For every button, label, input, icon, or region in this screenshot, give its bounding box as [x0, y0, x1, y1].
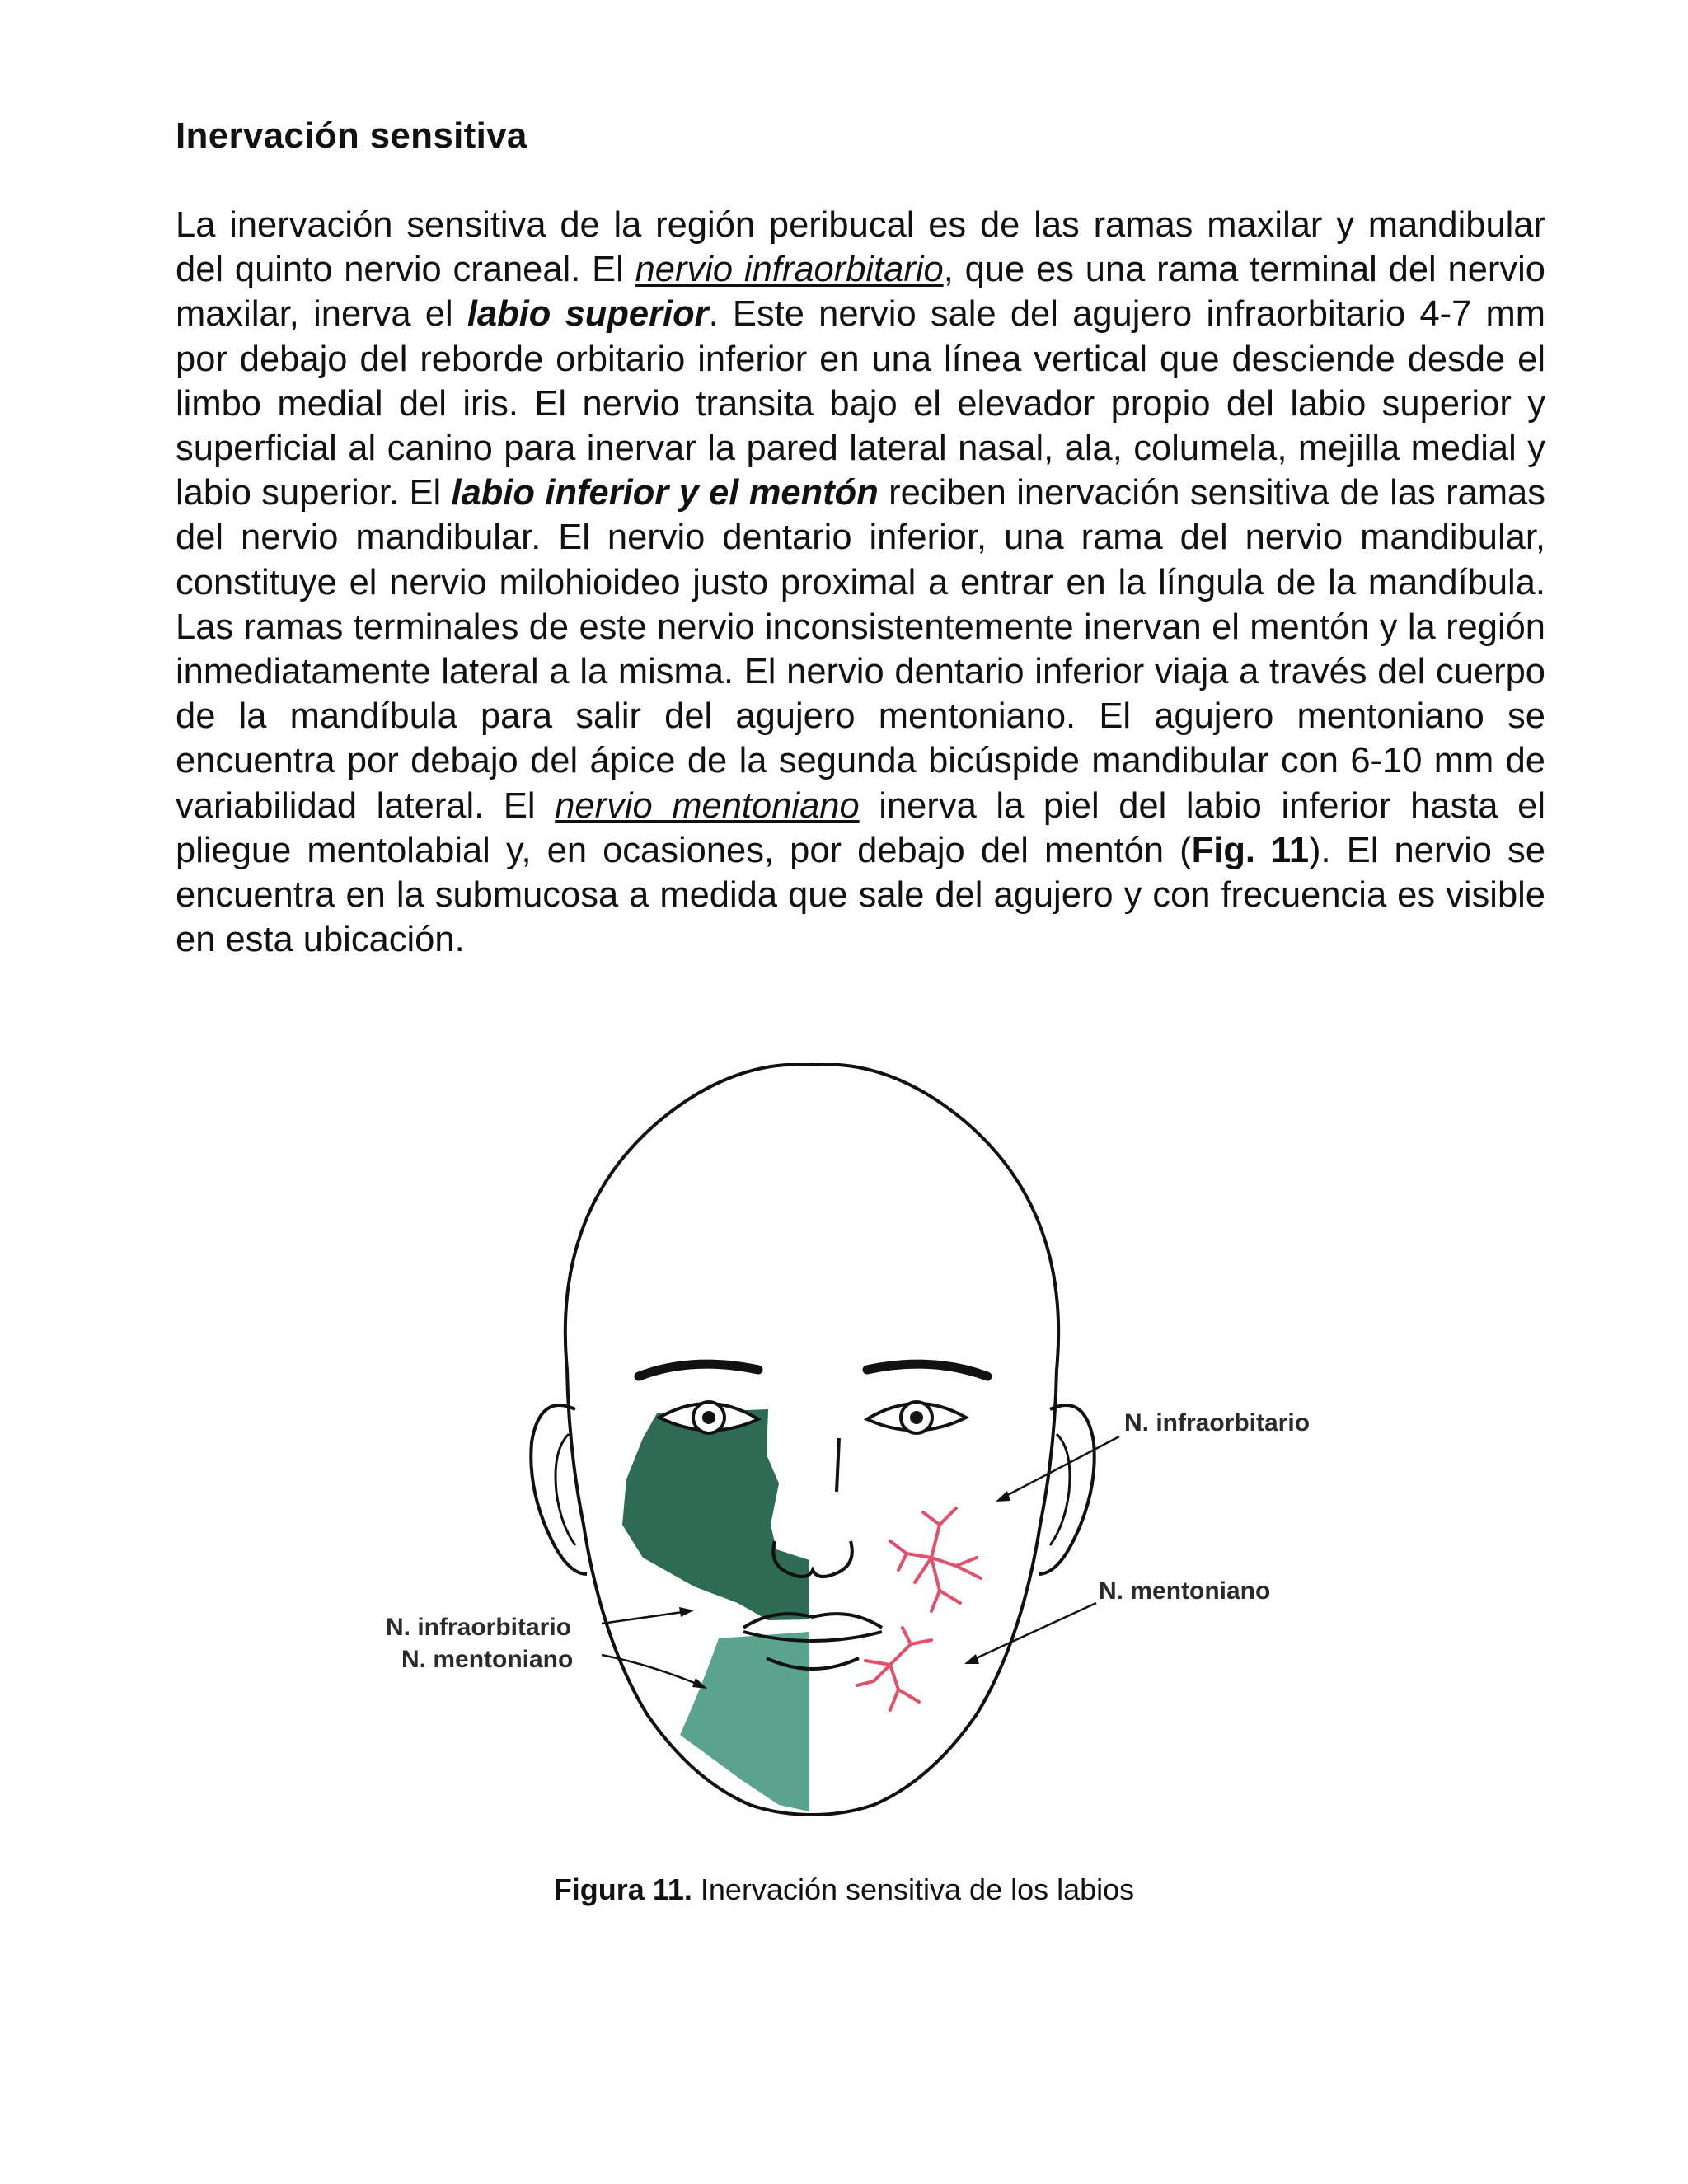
- caption-text: Inervación sensitiva de los labios: [692, 1872, 1135, 1906]
- figure-reference: Fig. 11: [1191, 830, 1310, 870]
- label-right-mental: N. mentoniano: [1099, 1577, 1271, 1605]
- mental-zone: [680, 1632, 809, 1811]
- body-paragraph: [176, 203, 1545, 962]
- label-left-infraorbital: N. infraorbitario: [386, 1614, 572, 1641]
- emphasis-labio-inferior-menton: labio inferior y el mentón: [451, 473, 879, 513]
- text-run: ). El nervio se encuentra en la submucosa a medida que sale del agujero y con frecuencia es visible en esta ubicación.: [176, 830, 1545, 960]
- label-left-mental: N. mentoniano: [401, 1646, 574, 1673]
- mental-nerve-branches: [857, 1628, 931, 1710]
- infraorbital-zone: [622, 1409, 809, 1620]
- eyebrow-left: [639, 1364, 758, 1376]
- section-heading: Inervación sensitiva: [176, 115, 528, 156]
- text-run: inerva la piel del labio inferior hasta el pliegue mentolabial y, en ocasiones, por debajo del mentón (: [176, 785, 1545, 870]
- head-outline: [565, 1064, 1058, 1815]
- term-nervio-infraorbitario: nervio infraorbitario: [635, 250, 944, 290]
- nose-bridge: [837, 1438, 839, 1492]
- emphasis-labio-superior: labio superior: [467, 294, 709, 335]
- face-innervation-figure: [363, 1063, 1385, 1838]
- text-run: La inervación sensitiva de la región peribucal es de las ramas maxilar y mandibular del quinto nervio craneal. El: [176, 205, 1545, 290]
- pupil-right: [910, 1411, 923, 1424]
- pupil-left: [702, 1411, 715, 1424]
- face-illustration: [363, 1063, 1385, 1838]
- text-run: . Este nervio sale del agujero infraorbitario 4-7 mm por debajo del reborde orbitario inferior en una línea vertical que desciende desde el limbo medial del iris. El nervio transita bajo el elevador propio del labio superior y superficial al canino para inervar la pared lateral nasal, ala, columela, mejilla medial y labio superior. El: [176, 294, 1545, 513]
- eyebrow-right: [867, 1364, 987, 1376]
- infraorbital-nerve-branches: [890, 1508, 981, 1611]
- caption-label: Figura 11.: [553, 1872, 692, 1906]
- term-nervio-mentoniano: nervio mentoniano: [555, 785, 860, 826]
- text-run: , que es una rama terminal del nervio maxilar, inerva el: [176, 250, 1546, 335]
- figure-caption: [0, 1872, 1688, 1907]
- label-right-infraorbital: N. infraorbitario: [1124, 1409, 1311, 1436]
- text-run: reciben inervación sensitiva de las ramas del nervio mandibular. El nervio dentario inferior, una rama del nervio mandibular, constituye el nervio milohioideo justo proximal a entrar en la língula de la mandíbula. Las ramas terminales de este nervio inconsistentemente inervan el mentón y la región inmediatamente lateral a la misma. El nervio dentario inferior viaja a través del cuerpo de la mandíbula para salir del agujero mentoniano. El agujero mentoniano se encuentra por debajo del ápice de la segunda bicúspide mandibular con 6-10 mm de variabilidad lateral. El: [176, 473, 1545, 826]
